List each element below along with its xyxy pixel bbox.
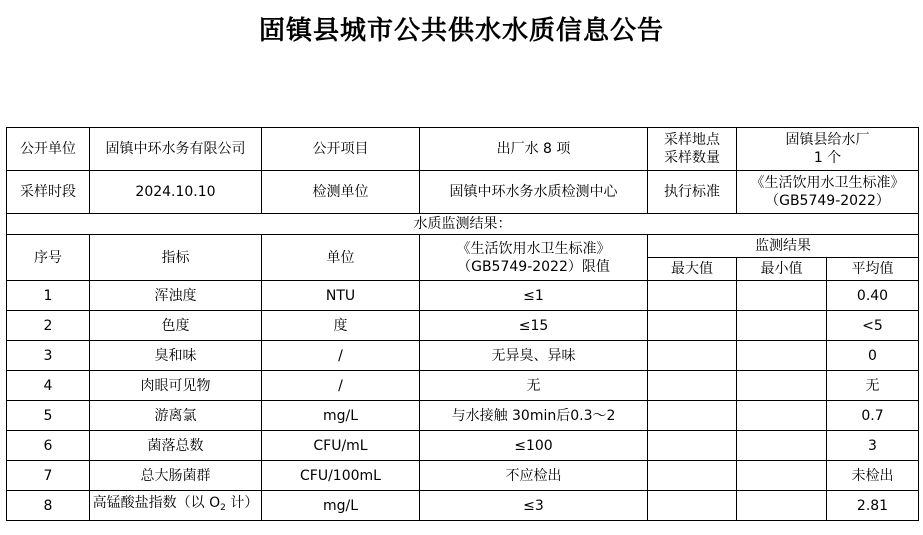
cell-min — [737, 461, 827, 491]
cell-indicator: 总大肠菌群 — [90, 461, 262, 491]
section-title: 水质监测结果： — [7, 214, 919, 235]
cell-indicator: 臭和味 — [90, 341, 262, 371]
standard-value-line-2: （GB5749-2022） — [765, 193, 890, 209]
standard-value — [737, 171, 919, 214]
table-row — [7, 341, 919, 371]
indicator-subscript: 2 — [220, 503, 226, 513]
cell-max — [648, 371, 737, 401]
table-row — [7, 431, 919, 461]
cell-limit: ≤3 — [420, 491, 648, 521]
sample-period-value: 2024.10.10 — [90, 171, 262, 214]
column-header-indicator: 指标 — [90, 235, 262, 281]
cell-limit: 无 — [420, 371, 648, 401]
cell-min — [737, 371, 827, 401]
water-quality-table — [6, 127, 919, 521]
cell-max — [648, 431, 737, 461]
cell-max — [648, 341, 737, 371]
cell-unit: 度 — [262, 311, 420, 341]
cell-no: 3 — [7, 341, 90, 371]
publish-item-value: 出厂水 8 项 — [420, 128, 648, 171]
test-unit-value: 固镇中环水务水质检测中心 — [420, 171, 648, 214]
cell-max — [648, 281, 737, 311]
cell-limit: 不应检出 — [420, 461, 648, 491]
cell-limit: ≤1 — [420, 281, 648, 311]
cell-avg: <5 — [827, 311, 919, 341]
column-header-avg: 平均值 — [827, 258, 919, 281]
cell-avg: 0.7 — [827, 401, 919, 431]
cell-unit: CFU/100mL — [262, 461, 420, 491]
cell-min — [737, 491, 827, 521]
sample-count-label: 采样数量 — [664, 150, 720, 166]
standard-value-line-1: 《生活饮用水卫生标准》 — [750, 175, 905, 191]
cell-limit: ≤15 — [420, 311, 648, 341]
cell-no: 4 — [7, 371, 90, 401]
cell-unit: CFU/mL — [262, 431, 420, 461]
column-header-max: 最大值 — [648, 258, 737, 281]
table-row — [7, 311, 919, 341]
column-header-min: 最小值 — [737, 258, 827, 281]
sample-site-count-label — [648, 128, 737, 171]
column-header-limit-line-2: （GB5749-2022）限值 — [457, 258, 610, 275]
cell-avg: 0.40 — [827, 281, 919, 311]
cell-no: 6 — [7, 431, 90, 461]
cell-indicator: 肉眼可见物 — [90, 371, 262, 401]
header-row-1 — [7, 128, 919, 171]
column-header-limit — [420, 235, 648, 281]
table-row — [7, 491, 919, 521]
publish-unit-value: 固镇中环水务有限公司 — [90, 128, 262, 171]
cell-indicator: 色度 — [90, 311, 262, 341]
cell-limit: ≤100 — [420, 431, 648, 461]
cell-limit: 与水接触 30min后0.3～2 — [420, 401, 648, 431]
cell-no: 7 — [7, 461, 90, 491]
cell-no: 2 — [7, 311, 90, 341]
cell-unit: mg/L — [262, 401, 420, 431]
cell-max — [648, 461, 737, 491]
cell-min — [737, 401, 827, 431]
cell-avg: 未检出 — [827, 461, 919, 491]
table-row — [7, 371, 919, 401]
sample-site-count-value — [737, 128, 919, 171]
cell-limit: 无异臭、异味 — [420, 341, 648, 371]
cell-no: 8 — [7, 491, 90, 521]
cell-unit: NTU — [262, 281, 420, 311]
cell-max — [648, 491, 737, 521]
cell-indicator — [90, 491, 262, 521]
cell-no: 1 — [7, 281, 90, 311]
indicator-suffix: 计） — [225, 495, 259, 511]
column-header-limit-line-1: 《生活饮用水卫生标准》 — [456, 240, 611, 257]
table-row — [7, 461, 919, 491]
cell-min — [737, 431, 827, 461]
cell-avg: 0 — [827, 341, 919, 371]
cell-min — [737, 281, 827, 311]
cell-avg: 无 — [827, 371, 919, 401]
section-title-row — [7, 214, 919, 235]
test-unit-label: 检测单位 — [262, 171, 420, 214]
table-row — [7, 281, 919, 311]
cell-no: 5 — [7, 401, 90, 431]
page-title: 固镇县城市公共供水水质信息公告 — [258, 16, 664, 46]
sample-period-label: 采样时段 — [7, 171, 90, 214]
sample-site-label: 采样地点 — [664, 132, 720, 148]
cell-unit: mg/L — [262, 491, 420, 521]
sample-count-value: 1 个 — [813, 150, 842, 166]
cell-max — [648, 401, 737, 431]
cell-avg: 2.81 — [827, 491, 919, 521]
cell-avg: 3 — [827, 431, 919, 461]
table-row — [7, 401, 919, 431]
publish-item-label: 公开项目 — [262, 128, 420, 171]
publish-unit-label: 公开单位 — [7, 128, 90, 171]
column-header-no: 序号 — [7, 235, 90, 281]
cell-indicator: 菌落总数 — [90, 431, 262, 461]
column-header-results: 监测结果 — [648, 235, 919, 258]
cell-indicator: 浑浊度 — [90, 281, 262, 311]
cell-unit: / — [262, 371, 420, 401]
cell-indicator: 游离氯 — [90, 401, 262, 431]
cell-max — [648, 311, 737, 341]
header-row-2 — [7, 171, 919, 214]
cell-unit: / — [262, 341, 420, 371]
standard-label: 执行标准 — [648, 171, 737, 214]
sample-site-value: 固镇县给水厂 — [785, 132, 870, 148]
column-header-row-1 — [7, 235, 919, 258]
indicator-prefix: 高锰酸盐指数（以 O — [92, 495, 221, 511]
cell-min — [737, 311, 827, 341]
cell-min — [737, 341, 827, 371]
column-header-unit: 单位 — [262, 235, 420, 281]
